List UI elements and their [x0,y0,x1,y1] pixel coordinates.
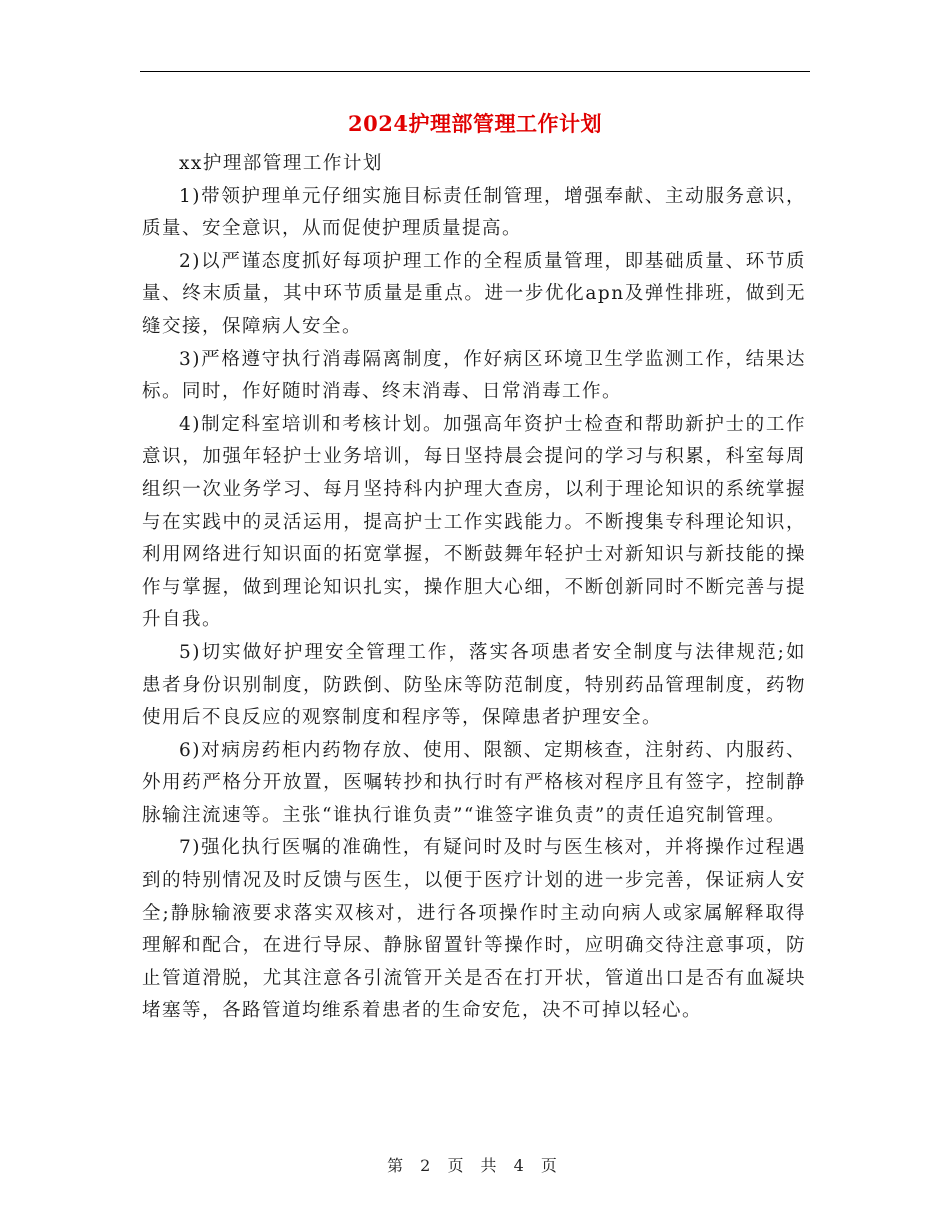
paragraph-item-7: 7)强化执行医嘱的准确性，有疑问时及时与医生核对，并将操作过程遇到的特别情况及时反馈与医生，以便于医疗计划的进一步完善，保证病人安全;静脉输液要求落实双核对，进行各项操作时主动向病人或家属解释取得理解和配合，在进行导尿、静脉留置针等操作时，应明确交待注意事项，防止管道滑脱，尤其注意各引流管开关是否在打开状，管道出口是否有血凝块堵塞等，各路管道均维系着患者的生命安危，决不可掉以轻心。 [142,837,806,1022]
paragraph-item-6: 6)对病房药柜内药物存放、使用、限额、定期核查，注射药、内服药、外用药严格分开放置，医嘱转抄和执行时有严格核对程序且有签字，控制静脉输注流速等。主张“谁执行谁负责”“谁签字谁负责”的责任追究制管理。 [142,739,806,826]
paragraph-item-4: 4)制定科室培训和考核计划。加强高年资护士检查和帮助新护士的工作意识，加强年轻护士业务培训，每日坚持晨会提问的学习与积累，科室每周组织一次业务学习、每月坚持科内护理大查房，以利于理论知识的系统掌握与在实践中的灵活运用，提高护士工作实践能力。不断搜集专科理论知识，利用网络进行知识面的拓宽掌握，不断鼓舞年轻护士对新知识与新技能的操作与掌握，做到理论知识扎实，操作胆大心细，不断创新同时不断完善与提升自我。 [142,413,806,631]
paragraph-item-3: 3)严格遵守执行消毒隔离制度，作好病区环境卫生学监测工作，结果达标。同时，作好随时消毒、终末消毒、日常消毒工作。 [142,348,806,403]
header-rule [140,71,810,72]
paragraph-item-5: 5)切实做好护理安全管理工作，落实各项患者安全制度与法律规范;如患者身份识别制度，防跌倒、防坠床等防范制度，特别药品管理制度，药物使用后不良反应的观察制度和程序等，保障患者护理安全。 [142,641,806,729]
paragraph-item-2: 2)以严谨态度抓好每项护理工作的全程质量管理，即基础质量、环节质量、终末质量，其中环节质量是重点。进一步优化apn及弹性排班，做到无缝交接，保障病人安全。 [142,250,806,337]
page-number-footer: 第 2 页 共 4 页 [387,1156,563,1175]
paragraph-subtitle: xx护理部管理工作计划 [179,153,383,174]
page-title: 2024护理部管理工作计划 [348,111,602,136]
document-body [142,148,806,1028]
paragraph-item-1: 1)带领护理单元仔细实施目标责任制管理，增强奉献、主动服务意识，质量、安全意识，从而促使护理质量提高。 [142,185,806,240]
